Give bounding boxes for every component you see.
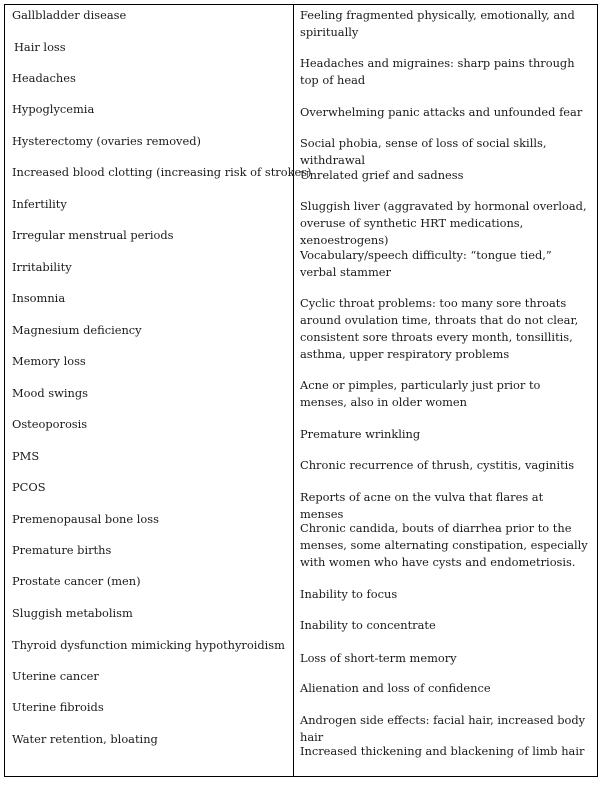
left-column [12,5,312,776]
left-cell: Infertility [12,197,67,211]
right-cell: Loss of short-term memory [300,651,457,665]
right-cell: Feeling fragmented physically, emotionally, and spiritually [300,8,575,39]
right-cell: Alienation and loss of confidence [300,681,491,695]
left-cell: Osteoporosis [12,417,88,431]
left-cell: Irregular menstrual periods [12,228,174,242]
left-cell: PMS [12,449,40,463]
right-cell: Acne or pimples, particularly just prior to menses, also in older women [300,378,541,409]
left-cell: Memory loss [12,354,86,368]
left-cell: Water retention, bloating [12,732,158,746]
left-cell: Thyroid dysfunction mimicking hypothyroidism [12,638,285,652]
left-cell: Headaches [12,71,76,85]
left-cell: Premenopausal bone loss [12,512,159,526]
left-cell: Irritability [12,260,72,274]
left-cell: Uterine cancer [12,669,99,683]
left-cell: Hysterectomy (ovaries removed) [12,134,201,148]
left-cell: PCOS [12,480,46,494]
right-cell: Cyclic throat problems: too many sore throats around ovulation time, throats that do not clear, consistent sore throats every month, tonsillitis, asthma, upper respiratory problems [300,296,579,361]
right-cell: Unrelated grief and sadness [300,168,464,182]
right-cell: Increased thickening and blackening of limb hair [300,744,585,758]
right-cell: Overwhelming panic attacks and unfounded fear [300,105,583,119]
left-cell: Increased blood clotting (increasing risk of strokes) [12,165,312,179]
left-cell: Magnesium deficiency [12,323,142,337]
left-cell: Prostate cancer (men) [12,574,141,588]
right-cell: Androgen side effects: facial hair, increased body hair [300,713,586,744]
left-cell: Gallbladder disease [12,8,127,22]
left-cell: Insomnia [12,291,66,305]
right-cell: Social phobia, sense of loss of social skills, withdrawal [300,136,547,167]
left-cell: Hypoglycemia [12,102,95,116]
right-cell: Chronic recurrence of thrush, cystitis, vaginitis [300,458,575,472]
right-cell: Reports of acne on the vulva that flares at menses [300,490,544,521]
right-cell: Premature wrinkling [300,427,421,441]
symptom-table [4,4,598,777]
right-cell: Headaches and migraines: sharp pains through top of head [300,56,575,87]
right-cell: Vocabulary/speech difficulty: “tongue tied,” verbal stammer [300,248,552,279]
left-cell: Uterine fibroids [12,700,104,714]
right-cell: Inability to concentrate [300,618,436,632]
right-cell: Sluggish liver (aggravated by hormonal overload, overuse of synthetic HRT medications, xenoestrogens) [300,199,587,247]
left-cell: Hair loss [14,40,66,54]
left-cell: Mood swings [12,386,89,400]
left-cell: Premature births [12,543,112,557]
right-cell: Inability to focus [300,587,398,601]
left-cell: Sluggish metabolism [12,606,133,620]
right-column [300,5,590,776]
column-divider [293,5,294,776]
right-cell: Chronic candida, bouts of diarrhea prior to the menses, some alternating constipation, especially with women who have cysts and endometriosis. [300,521,588,569]
